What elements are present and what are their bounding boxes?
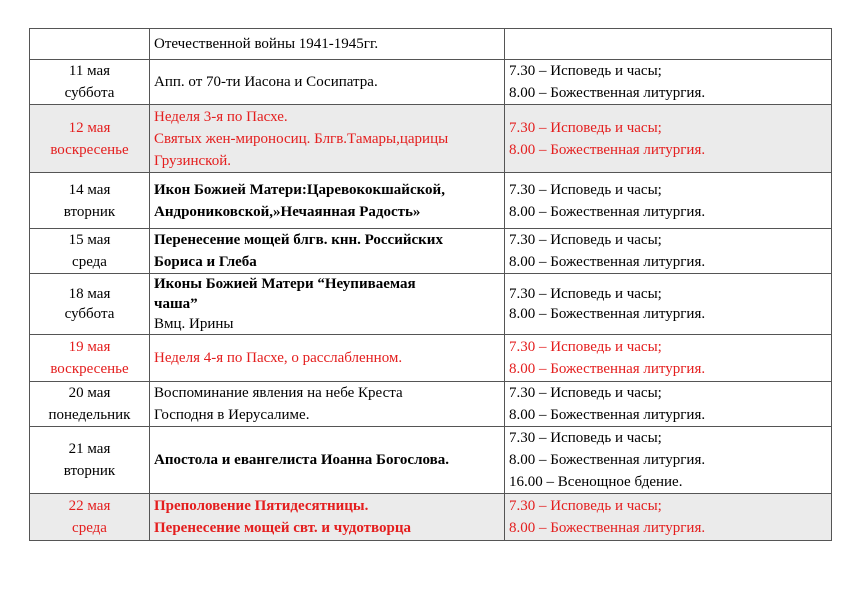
services-cell [505,274,832,335]
event-line: Господня в Иерусалиме. [154,407,310,423]
date-text: 11 мая [68,63,111,79]
services-cell [505,229,832,274]
event-line: Икон Божией Матери:Царевококшайской, [154,181,445,198]
schedule-row [30,29,832,60]
services-cell [505,494,832,541]
weekday-text: среда [72,254,107,270]
schedule-row [30,60,832,105]
event-cell [150,427,505,494]
weekday-text: вторник [63,203,116,220]
event-line: чаша” [154,296,198,312]
event-line: Неделя 3-я по Пасхе. [154,108,288,125]
weekday-text: суббота [64,306,115,322]
event-line: Андрониковской,»Нечаянная Радость» [154,203,421,220]
service-line: 8.00 – Божественная литургия. [509,254,706,270]
weekday-text: суббота [64,85,115,101]
services-cell [505,105,832,173]
service-line: 7.30 – Исповедь и часы; [509,385,662,401]
service-line: 8.00 – Божественная литургия. [509,203,706,220]
service-line: 7.30 – Исповедь и часы; [509,498,662,514]
event-line: Воспоминание явления на небе Креста [154,385,403,401]
event-cell [150,494,505,541]
service-line: 16.00 – Всенощное бдение. [509,474,683,490]
service-line: 8.00 – Божественная литургия. [509,141,706,158]
service-line: 8.00 – Божественная литургия. [509,85,706,101]
event-cell [150,173,505,229]
services-cell [505,60,832,105]
service-line: 7.30 – Исповедь и часы; [509,286,662,302]
date-cell [30,382,150,427]
event-cell [150,105,505,173]
date-cell [30,335,150,382]
services-cell [505,29,832,60]
event-line: Святых жен-мироносиц. Блгв.Тамары,царицы [154,130,449,147]
date-cell [30,60,150,105]
schedule-row [30,494,832,541]
date-cell [30,229,150,274]
event-line: Апостола и евангелиста Иоанна Богослова. [154,452,449,468]
weekday-text: воскресенье [50,361,129,377]
schedule-row [30,229,832,274]
date-cell [30,427,150,494]
event-line: Отечественной войны 1941-1945гг. [154,36,379,52]
service-line: 7.30 – Исповедь и часы; [509,181,662,198]
service-line: 8.00 – Божественная литургия. [509,452,706,468]
event-line: Грузинской. [154,152,231,169]
date-text: 21 мая [68,441,111,457]
date-cell [30,494,150,541]
schedule-row [30,274,832,335]
service-line: 8.00 – Божественная литургия. [509,306,706,322]
services-cell [505,382,832,427]
service-line: 8.00 – Божественная литургия. [509,520,706,536]
date-text: 15 мая [68,232,111,248]
service-line: 7.30 – Исповедь и часы; [509,119,662,136]
schedule-row [30,335,832,382]
schedule-row [30,382,832,427]
event-line: Бориса и Глеба [154,254,257,270]
event-cell [150,382,505,427]
weekday-text: вторник [63,463,116,479]
services-cell [505,427,832,494]
event-line: Вмц. Ирины [154,316,234,332]
event-line: Преполовение Пятидесятницы. [154,498,369,514]
date-cell [30,29,150,60]
schedule-row [30,105,832,173]
event-cell [150,335,505,382]
weekday-text: воскресенье [50,141,129,158]
service-line: 7.30 – Исповедь и часы; [509,63,662,79]
date-text: 12 мая [68,119,111,136]
date-cell [30,173,150,229]
services-cell [505,335,832,382]
event-line: Перенесение мощей свт. и чудотворца [154,520,412,536]
schedule-table [29,28,832,541]
service-line: 7.30 – Исповедь и часы; [509,232,662,248]
event-line: Перенесение мощей блгв. кнн. Российских [154,232,443,248]
schedule-body [30,29,832,541]
date-cell [30,105,150,173]
date-text: 18 мая [68,286,111,302]
event-cell [150,29,505,60]
schedule-row [30,427,832,494]
date-text: 22 мая [68,498,111,514]
event-cell [150,274,505,335]
weekday-text: среда [72,520,107,536]
date-text: 20 мая [68,385,111,401]
event-cell [150,60,505,105]
schedule-row [30,173,832,229]
weekday-text: понедельник [48,407,131,423]
event-line: Апп. от 70-ти Иасона и Сосипатра. [154,74,378,90]
services-cell [505,173,832,229]
service-line: 7.30 – Исповедь и часы; [509,339,662,355]
date-text: 19 мая [68,339,111,355]
service-line: 8.00 – Божественная литургия. [509,361,706,377]
date-text: 14 мая [68,181,111,198]
service-line: 7.30 – Исповедь и часы; [509,430,662,446]
service-line: 8.00 – Божественная литургия. [509,407,706,423]
date-cell [30,274,150,335]
event-cell [150,229,505,274]
event-line: Неделя 4-я по Пасхе, о расслабленном. [154,350,403,366]
event-line: Иконы Божией Матери “Неупиваемая [154,276,416,292]
